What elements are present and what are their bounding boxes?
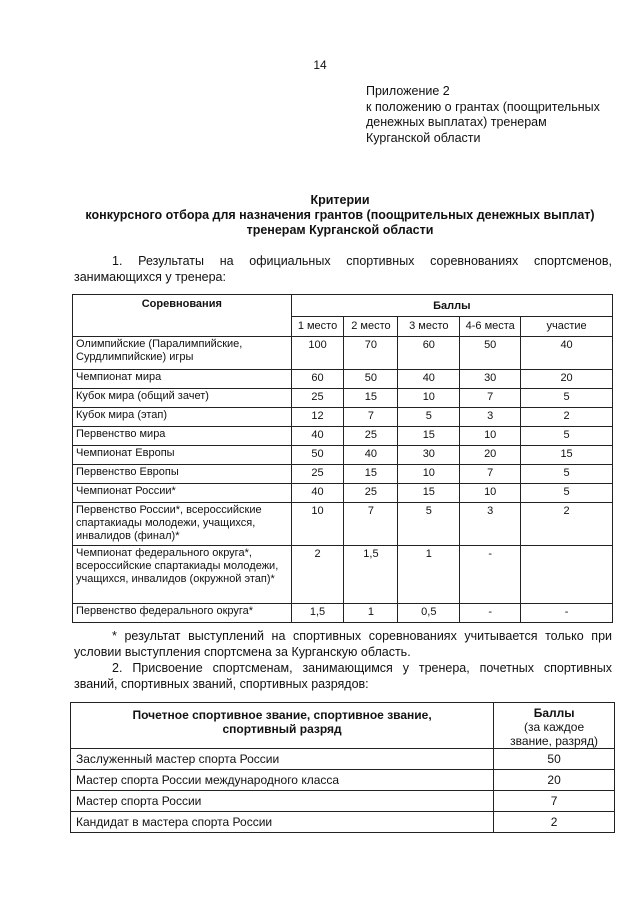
table-row	[73, 370, 613, 389]
title-name: Заслуженный мастер спорта России	[71, 749, 494, 770]
annex-header	[366, 84, 636, 146]
annex-line: Приложение 2	[366, 84, 450, 98]
header-title-line: Почетное спортивное звание, спортивное звание,	[132, 708, 432, 722]
title-line: Критерии	[310, 193, 370, 207]
points-cell: 40	[398, 370, 460, 389]
points-cell: 3	[460, 408, 521, 427]
points-cell: 0,5	[398, 604, 460, 623]
column-header: участие	[521, 317, 613, 337]
points-cell: 5	[398, 408, 460, 427]
table-row	[71, 812, 615, 833]
points-cell: 5	[521, 427, 613, 446]
points-cell: 7	[344, 408, 398, 427]
points-cell	[521, 546, 613, 604]
points-cell: 1	[344, 604, 398, 623]
section-1-line: 1. Результаты на официальных спортивных соревнованиях спортсменов,	[112, 254, 612, 268]
competition-name: Чемпионат мира	[73, 370, 292, 389]
table-row	[73, 446, 613, 465]
points-cell: 15	[398, 484, 460, 503]
points-cell: 30	[398, 446, 460, 465]
competition-results-table	[72, 294, 613, 623]
table-row	[73, 604, 613, 623]
title-points: 2	[494, 812, 615, 833]
header-title-line: спортивный разряд	[222, 722, 342, 736]
points-cell: 3	[460, 503, 521, 546]
points-cell: 2	[521, 408, 613, 427]
competition-name: Олимпийские (Паралимпийские, Сурдлимпийские) игры	[73, 337, 292, 370]
points-cell: 10	[291, 503, 344, 546]
points-cell: 40	[344, 446, 398, 465]
points-cell: 5	[521, 389, 613, 408]
header-points-sub: (за каждое	[524, 720, 585, 734]
footnote-line: условии выступления спортсмена за Курганскую область.	[74, 644, 411, 659]
header-points	[494, 703, 615, 749]
points-cell: 7	[460, 389, 521, 408]
points-cell: 50	[460, 337, 521, 370]
table-row	[73, 389, 613, 408]
section-2-intro	[74, 661, 612, 692]
points-cell: 10	[460, 484, 521, 503]
points-cell: 1,5	[344, 546, 398, 604]
table-row	[73, 465, 613, 484]
points-cell: 60	[291, 370, 344, 389]
table-row	[71, 749, 615, 770]
points-cell: 15	[344, 465, 398, 484]
points-cell: 15	[344, 389, 398, 408]
points-cell: 5	[521, 484, 613, 503]
points-cell: 60	[398, 337, 460, 370]
points-cell: 25	[291, 389, 344, 408]
competition-name: Кубок мира (общий зачет)	[73, 389, 292, 408]
points-cell: 40	[521, 337, 613, 370]
points-cell: -	[460, 546, 521, 604]
points-cell: 25	[291, 465, 344, 484]
title-name: Кандидат в мастера спорта России	[71, 812, 494, 833]
points-cell: 50	[291, 446, 344, 465]
points-cell: 100	[291, 337, 344, 370]
title-points: 50	[494, 749, 615, 770]
points-cell: 15	[398, 427, 460, 446]
header-points: Баллы	[291, 295, 612, 317]
table-row	[73, 546, 613, 604]
section-2-line: 2. Присвоение спортсменам, занимающимся у тренера, почетных спортивных	[112, 661, 612, 675]
title-name: Мастер спорта России	[71, 791, 494, 812]
competition-name: Кубок мира (этап)	[73, 408, 292, 427]
points-cell: 12	[291, 408, 344, 427]
competition-name: Чемпионат России*	[73, 484, 292, 503]
header-title	[71, 703, 494, 749]
annex-line: денежных выплатах) тренерам	[366, 115, 547, 129]
competition-name: Первенство России*, всероссийские спартакиады молодежи, учащихся, инвалидов (финал)*	[73, 503, 292, 546]
title-name: Мастер спорта России международного класса	[71, 770, 494, 791]
table-row	[73, 337, 613, 370]
annex-line: Курганской области	[366, 130, 481, 145]
table-row	[73, 503, 613, 546]
title-points: 7	[494, 791, 615, 812]
points-cell: -	[521, 604, 613, 623]
competition-name: Чемпионат Европы	[73, 446, 292, 465]
points-cell: 25	[344, 484, 398, 503]
table-row	[73, 408, 613, 427]
points-cell: 5	[398, 503, 460, 546]
competition-name: Первенство мира	[73, 427, 292, 446]
column-header: 1 место	[291, 317, 344, 337]
section-1-intro	[74, 254, 612, 285]
points-cell: 2	[291, 546, 344, 604]
competition-name: Первенство Европы	[73, 465, 292, 484]
competition-name: Первенство федерального округа*	[73, 604, 292, 623]
annex-line: к положению о грантах (поощрительных	[366, 99, 600, 114]
title-line: конкурсного отбора для назначения грантов (поощрительных денежных выплат)	[85, 208, 595, 222]
points-cell: 5	[521, 465, 613, 484]
points-cell: 10	[398, 389, 460, 408]
points-cell: 20	[521, 370, 613, 389]
points-cell: 20	[460, 446, 521, 465]
section-2-line: званий, спортивных званий, спортивных разрядов:	[74, 676, 369, 691]
table-row	[73, 484, 613, 503]
footnote	[74, 629, 612, 660]
column-header: 2 место	[344, 317, 398, 337]
table-row	[73, 427, 613, 446]
points-cell: 10	[398, 465, 460, 484]
page-number: 14	[313, 58, 327, 72]
document-title	[40, 193, 640, 238]
footnote-line: * результат выступлений на спортивных соревнованиях учитывается только при	[112, 629, 612, 643]
header-points-label: Баллы	[533, 706, 575, 720]
title-points: 20	[494, 770, 615, 791]
table-row	[71, 791, 615, 812]
header-competitions: Соревнования	[73, 295, 292, 337]
points-cell: 70	[344, 337, 398, 370]
sport-titles-table	[70, 702, 615, 833]
points-cell: 50	[344, 370, 398, 389]
column-header: 4-6 места	[460, 317, 521, 337]
table-row	[71, 770, 615, 791]
section-1-line: занимающихся у тренера:	[74, 269, 226, 284]
points-cell: 7	[344, 503, 398, 546]
points-cell: 1	[398, 546, 460, 604]
points-cell: 1,5	[291, 604, 344, 623]
points-cell: 7	[460, 465, 521, 484]
points-cell: 40	[291, 427, 344, 446]
points-cell: 15	[521, 446, 613, 465]
points-cell: 40	[291, 484, 344, 503]
header-points-sub: звание, разряд)	[510, 734, 599, 748]
points-cell: 30	[460, 370, 521, 389]
competition-name: Чемпионат федерального округа*, всероссийские спартакиады молодежи, учащихся, инвалидов (окружной этап)*	[73, 546, 292, 604]
points-cell: 10	[460, 427, 521, 446]
points-cell: 2	[521, 503, 613, 546]
title-line: тренерам Курганской области	[246, 223, 434, 237]
points-cell: -	[460, 604, 521, 623]
column-header: 3 место	[398, 317, 460, 337]
points-cell: 25	[344, 427, 398, 446]
